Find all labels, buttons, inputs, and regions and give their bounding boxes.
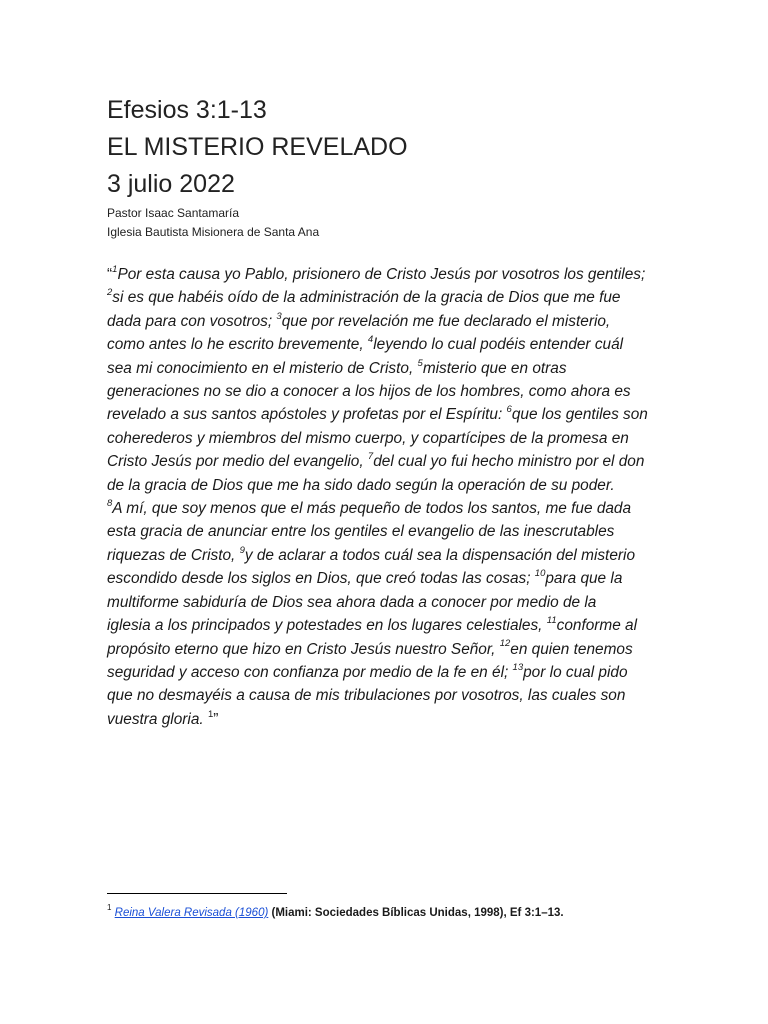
verse-number: 7 xyxy=(367,451,374,463)
verse-text: leyendo lo cual podéis entender cuál xyxy=(373,336,624,354)
scripture-line xyxy=(107,286,667,309)
verse-text: ” xyxy=(213,710,219,728)
author-block xyxy=(107,204,667,242)
verse-text: por lo cual pido xyxy=(523,663,628,681)
verse-text: si es que habéis oído de la administración de la gracia de Dios que me fue xyxy=(112,289,621,307)
sermon-date: 3 julio 2022 xyxy=(107,170,235,198)
verse-text: misterio que en otras xyxy=(422,359,567,377)
scripture-line xyxy=(107,263,667,286)
verse-text: seguridad y acceso con confianza por medio de la fe en él; xyxy=(107,663,513,681)
scripture-line xyxy=(107,591,667,614)
verse-number: 12 xyxy=(499,638,511,650)
scripture-line xyxy=(107,403,667,426)
sermon-title: EL MISTERIO REVELADO xyxy=(107,133,408,161)
scripture-line xyxy=(107,520,667,543)
verse-number: 4 xyxy=(367,334,374,346)
verse-text: que no desmayéis a causa de mis tribulaciones por vosotros, las cuales son xyxy=(107,687,626,705)
verse-text: dada para con vosotros; xyxy=(107,312,277,330)
scripture-line xyxy=(107,708,667,731)
verse-text: que por revelación me fue declarado el misterio, xyxy=(281,312,611,330)
footnote xyxy=(107,905,667,921)
footnote-source-link[interactable]: Reina Valera Revisada (1960) xyxy=(114,907,269,919)
verse-text: riquezas de Cristo, xyxy=(107,546,240,564)
title-block xyxy=(107,92,667,203)
verse-text: A mí, que soy menos que el más pequeño de todos los santos, me fue dada xyxy=(112,500,632,518)
scripture-line xyxy=(107,427,667,450)
scripture-line xyxy=(107,497,667,520)
church-name: Iglesia Bautista Misionera de Santa Ana xyxy=(107,225,320,239)
scripture-line xyxy=(107,567,667,590)
scripture-passage xyxy=(107,263,667,731)
verse-text: propósito eterno que hizo en Cristo Jesús nuestro Señor, xyxy=(107,640,500,658)
footnote-citation: (Miami: Sociedades Bíblicas Unidas, 1998), Ef 3:1–13. xyxy=(268,907,564,919)
scripture-line xyxy=(107,684,667,707)
verse-number: 8 xyxy=(107,497,113,509)
verse-number: 9 xyxy=(239,544,245,556)
verse-number: 10 xyxy=(534,568,546,580)
verse-text: Por esta causa yo Pablo, prisionero de Cristo Jesús por vosotros los gentiles; xyxy=(117,266,646,283)
verse-text: escondido desde los siglos en Dios, que creó todas las cosas; xyxy=(107,570,535,588)
verse-number: 13 xyxy=(512,661,524,673)
scripture-line xyxy=(107,380,667,403)
scripture-line xyxy=(107,333,667,356)
verse-number: 1 xyxy=(207,708,214,720)
verse-number: 6 xyxy=(506,404,512,416)
verse-text: “ xyxy=(107,266,113,283)
verse-number: 1 xyxy=(112,263,118,275)
verse-text: esta gracia de anunciar entre los gentiles el evangelio de las inescrutables xyxy=(107,523,615,541)
verse-text: que los gentiles son xyxy=(511,406,648,424)
scripture-line xyxy=(107,544,667,567)
verse-text: coherederos y miembros del mismo cuerpo, y copartícipes de la promesa en xyxy=(107,429,629,447)
verse-number: 5 xyxy=(417,357,423,369)
footnote-separator xyxy=(107,893,287,894)
verse-text: sea mi conocimiento en el misterio de Cristo, xyxy=(107,359,418,377)
scripture-line xyxy=(107,310,667,333)
scripture-line xyxy=(107,638,667,661)
passage-reference: Efesios 3:1-13 xyxy=(107,96,267,124)
verse-text: en quien tenemos xyxy=(510,640,633,658)
footnote-marker: 1 xyxy=(107,903,112,913)
scripture-line xyxy=(107,661,667,684)
verse-text: revelado a sus santos apóstoles y profetas por el Espíritu: xyxy=(107,406,507,424)
verse-text: Cristo Jesús por medio del evangelio, xyxy=(107,453,368,471)
scripture-line xyxy=(107,450,667,473)
verse-text: de la gracia de Dios que me ha sido dado según la operación de su poder. xyxy=(107,476,615,494)
verse-text: conforme al xyxy=(556,617,638,635)
verse-text: para que la xyxy=(545,570,623,588)
verse-text: como antes lo he escrito brevemente, xyxy=(107,336,368,354)
verse-text: generaciones no se dio a conocer a los hijos de los hombres, como ahora es xyxy=(107,383,631,401)
verse-text: del cual yo fui hecho ministro por el don xyxy=(373,453,645,471)
verse-number: 3 xyxy=(276,310,282,322)
verse-text: y de aclarar a todos cuál sea la dispensación del misterio xyxy=(244,546,635,564)
verse-text: iglesia a los principados y potestades en los lugares celestiales, xyxy=(107,617,547,635)
verse-text: vuestra gloria. xyxy=(107,710,208,728)
scripture-line xyxy=(107,614,667,637)
scripture-line xyxy=(107,357,667,380)
verse-number: 11 xyxy=(546,614,557,626)
verse-number: 2 xyxy=(107,287,113,299)
scripture-line xyxy=(107,474,667,497)
author-name: Pastor Isaac Santamaría xyxy=(107,206,240,220)
verse-text: multiforme sabiduría de Dios sea ahora dada a conocer por medio de la xyxy=(107,593,597,611)
